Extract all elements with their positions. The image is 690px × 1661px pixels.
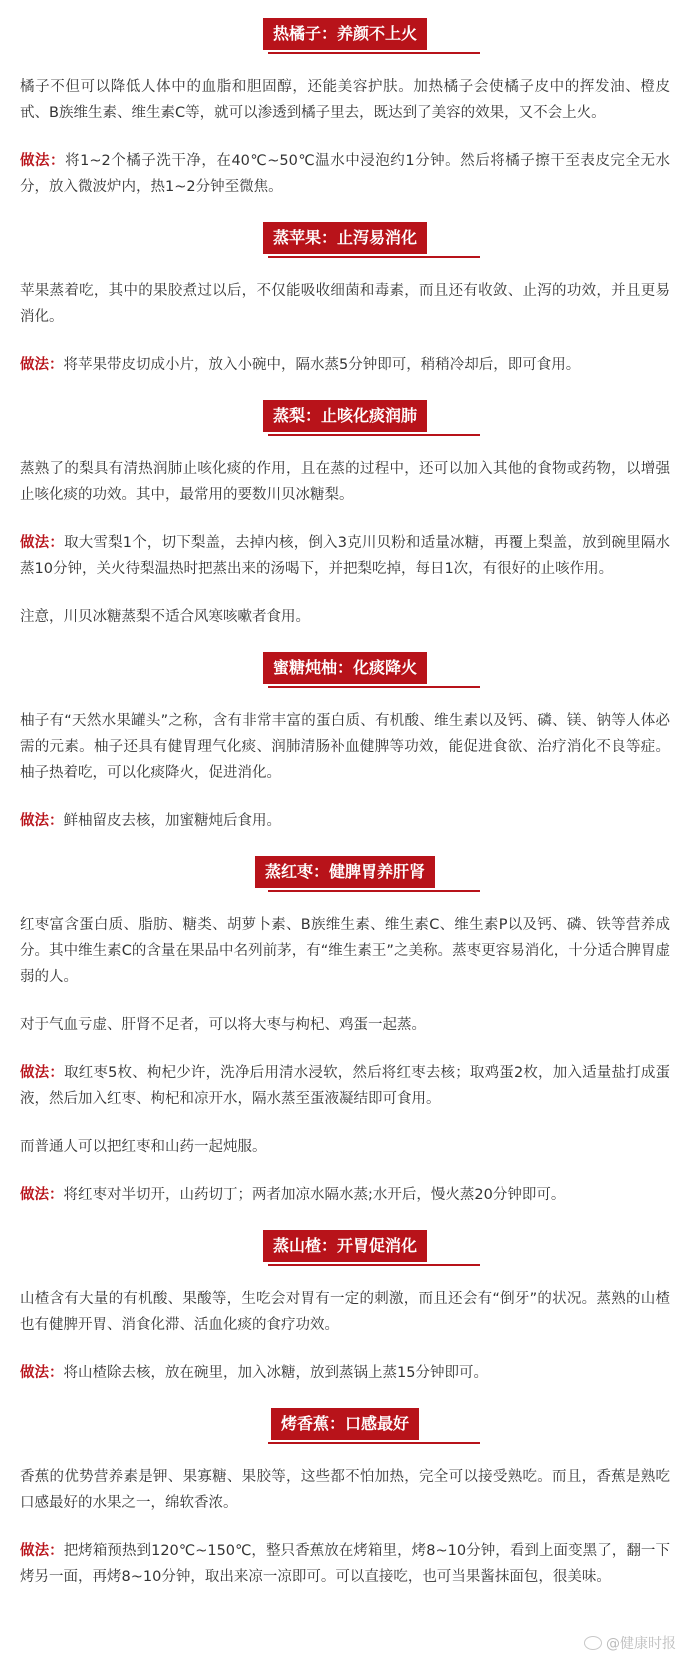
section-header — [20, 18, 670, 58]
paragraph-text: 将山楂除去核，放在碗里，加入冰糖，放到蒸锅上蒸15分钟即可。 — [63, 1365, 488, 1381]
paragraph-text: 而普通人可以把红枣和山药一起炖服。 — [20, 1139, 267, 1155]
body-paragraph — [20, 1012, 670, 1038]
method-paragraph — [20, 352, 670, 378]
paragraph-text: 蒸熟了的梨具有清热润肺止咳化痰的作用，且在蒸的过程中，还可以加入其他的食物或药物，以增强止咳化痰的功效。其中，最常用的要数川贝冰糖梨。 — [20, 461, 670, 503]
paragraph-text: 苹果蒸着吃，其中的果胶煮过以后，不仅能吸收细菌和毒素，而且还有收敛、止泻的功效，并且更易消化。 — [20, 283, 670, 325]
section-header — [20, 1230, 670, 1270]
paragraph-text: 红枣富含蛋白质、脂肪、糖类、胡萝卜素、B族维生素、维生素C、维生素P以及钙、磷、铁等营养成分。其中维生素C的含量在果品中名列前茅，有“维生素王”之美称。蒸枣更容易消化，十分适合脾胃虚弱的人。 — [20, 917, 670, 985]
paragraph-text: 注意，川贝冰糖蒸梨不适合风寒咳嗽者食用。 — [20, 609, 310, 625]
paragraph-text: 柚子有“天然水果罐头”之称，含有非常丰富的蛋白质、有机酸、维生素以及钙、磷、镁、钠等人体必需的元素。柚子还具有健胃理气化痰、润肺清肠补血健脾等功效，能促进食欲、治疗消化不良等症。柚子热着吃，可以化痰降火，促进消化。 — [20, 713, 670, 781]
watermark-text: @健康时报 — [606, 1636, 676, 1652]
paragraph-text: 将红枣对半切开，山药切丁；两者加凉水隔水蒸;水开后，慢火蒸20分钟即可。 — [63, 1187, 566, 1203]
section-title: 蒸苹果：止泻易消化 — [263, 222, 427, 254]
section-title-underline — [268, 256, 480, 258]
paragraph-text: 取大雪梨1个，切下梨盖，去掉内核，倒入3克川贝粉和适量冰糖，再覆上梨盖，放到碗里隔水蒸10分钟，关火待梨温热时把蒸出来的汤喝下，并把梨吃掉，每日1次，有很好的止咳作用。 — [20, 535, 671, 577]
paragraph-text: 将1~2个橘子洗干净，在40℃~50℃温水中浸泡约1分钟。然后将橘子擦干至表皮完全无水分，放入微波炉内，热1~2分钟至微焦。 — [20, 153, 671, 195]
section-header — [20, 222, 670, 262]
section-title: 热橘子：养颜不上火 — [263, 18, 427, 50]
section-header — [20, 652, 670, 692]
method-label: 做法： — [20, 153, 66, 169]
method-paragraph — [20, 1060, 670, 1112]
section-title-underline — [268, 890, 480, 892]
section-title-underline — [268, 1442, 480, 1444]
section-title-underline — [268, 434, 480, 436]
paragraph-text: 橘子不但可以降低人体中的血脂和胆固醇，还能美容护肤。加热橘子会使橘子皮中的挥发油、橙皮甙、B族维生素、维生素C等，就可以渗透到橘子里去，既达到了美容的效果，又不会上火。 — [20, 79, 670, 121]
paragraph-text: 把烤箱预热到120℃~150℃，整只香蕉放在烤箱里，烤8~10分钟，看到上面变黑了，翻一下烤另一面，再烤8~10分钟，取出来凉一凉即可。可以直接吃，也可当果酱抹面包，很美味。 — [20, 1543, 670, 1585]
section-header — [20, 856, 670, 896]
section-title: 蒸红枣：健脾胃养肝肾 — [255, 856, 435, 888]
body-paragraph — [20, 912, 670, 990]
method-label: 做法： — [20, 1365, 64, 1381]
paragraph-text: 对于气血亏虚、肝肾不足者，可以将大枣与枸杞、鸡蛋一起蒸。 — [20, 1017, 426, 1033]
method-label: 做法： — [20, 535, 65, 551]
weibo-icon — [584, 1636, 602, 1650]
section-header — [20, 1408, 670, 1448]
method-paragraph — [20, 1538, 670, 1590]
body-paragraph — [20, 74, 670, 126]
paragraph-text: 鲜柚留皮去核，加蜜糖炖后食用。 — [63, 813, 281, 829]
section-title: 蜜糖炖柚：化痰降火 — [263, 652, 427, 684]
paragraph-text: 取红枣5枚、枸杞少许，洗净后用清水浸软，然后将红枣去核；取鸡蛋2枚，加入适量盐打成蛋液，然后加入红枣、枸杞和凉开水，隔水蒸至蛋液凝结即可食用。 — [20, 1065, 671, 1107]
method-label: 做法： — [20, 1543, 64, 1559]
watermark — [584, 1633, 676, 1653]
method-label: 做法： — [20, 1187, 64, 1203]
method-paragraph — [20, 1360, 670, 1386]
method-label: 做法： — [20, 357, 64, 373]
paragraph-text: 香蕉的优势营养素是钾、果寡糖、果胶等，这些都不怕加热，完全可以接受熟吃。而且，香蕉是熟吃口感最好的水果之一，绵软香浓。 — [20, 1469, 670, 1511]
body-paragraph — [20, 278, 670, 330]
method-paragraph — [20, 530, 670, 582]
section-title: 蒸山楂：开胃促消化 — [263, 1230, 427, 1262]
body-paragraph — [20, 1134, 670, 1160]
method-label: 做法： — [20, 813, 64, 829]
section-title: 烤香蕉：口感最好 — [271, 1408, 419, 1440]
section-title-underline — [268, 686, 480, 688]
section-title-underline — [268, 52, 480, 54]
method-label: 做法： — [20, 1065, 65, 1081]
section-title-underline — [268, 1264, 480, 1266]
paragraph-text: 将苹果带皮切成小片，放入小碗中，隔水蒸5分钟即可，稍稍冷却后，即可食用。 — [63, 357, 581, 373]
method-paragraph — [20, 1182, 670, 1208]
body-paragraph — [20, 1286, 670, 1338]
body-paragraph — [20, 456, 670, 508]
body-paragraph — [20, 1464, 670, 1516]
section-title: 蒸梨：止咳化痰润肺 — [263, 400, 427, 432]
method-paragraph — [20, 808, 670, 834]
method-paragraph — [20, 148, 670, 200]
paragraph-text: 山楂含有大量的有机酸、果酸等，生吃会对胃有一定的刺激，而且还会有“倒牙”的状况。蒸熟的山楂也有健脾开胃、消食化滞、活血化痰的食疗功效。 — [20, 1291, 670, 1333]
body-paragraph — [20, 604, 670, 630]
body-paragraph — [20, 708, 670, 786]
section-header — [20, 400, 670, 440]
